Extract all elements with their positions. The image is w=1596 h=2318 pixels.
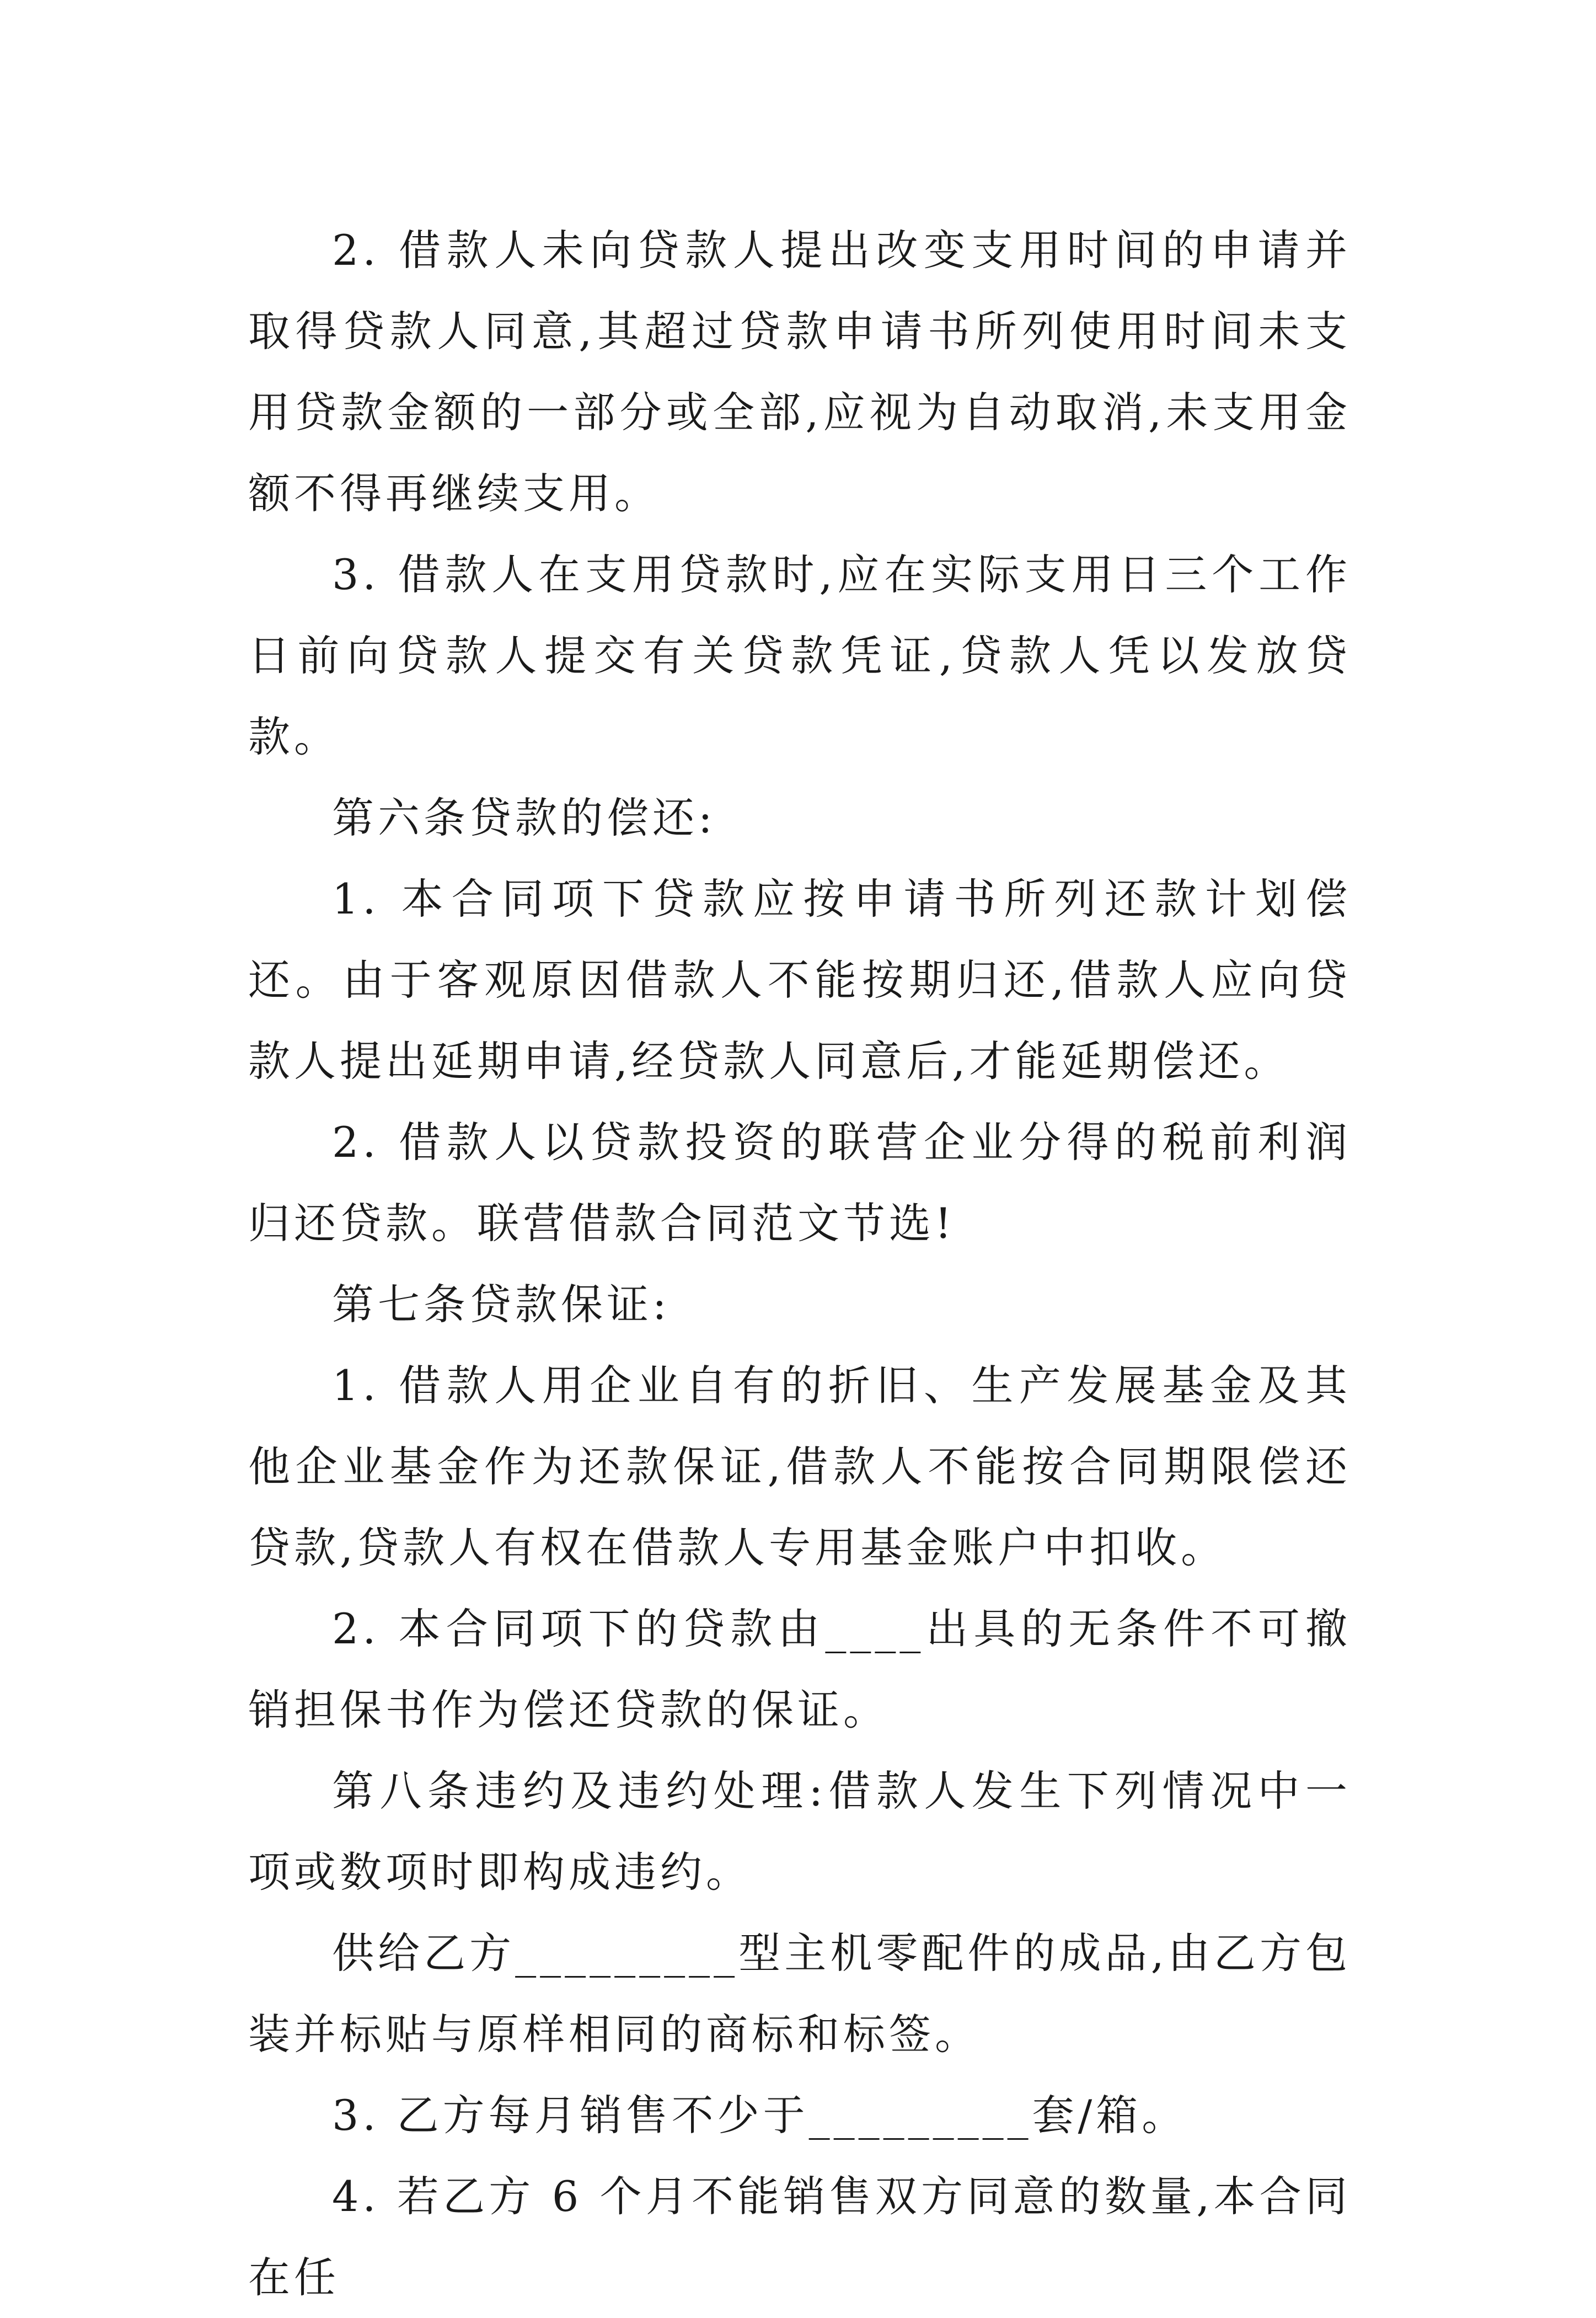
paragraph-repayment-plan: 1. 本合同项下贷款应按申请书所列还款计划偿还。由于客观原因借款人不能按期归还,借款人应向贷款人提出延期申请,经贷款人同意后,才能延期偿还。 [248, 874, 1351, 1086]
paragraph-guarantee-fund: 1. 借款人用企业自有的折旧、生产发展基金及其他企业基金作为还款保证,借款人不能按合同期限偿还贷款,贷款人有权在借款人专用基金账户中扣收。 [248, 1361, 1351, 1572]
paragraph-loan-drawdown-request: 2. 借款人未向贷款人提出改变支用时间的申请并取得贷款人同意,其超过贷款申请书所列使用时间未支用贷款金额的一部分或全部,应视为自动取消,未支用金额不得再继续支用。 [248, 226, 1351, 518]
paragraph-guarantee-letter: 2. 本合同项下的贷款由____出具的无条件不可撤销担保书作为偿还贷款的保证。 [248, 1604, 1351, 1734]
paragraph-repayment-profit: 2. 借款人以贷款投资的联营企业分得的税前利润归还贷款。联营借款合同范文节选! [248, 1118, 1351, 1248]
heading-article-seven: 第七条贷款保证: [332, 1280, 671, 1329]
paragraph-supply-parts: 供给乙方_________型主机零配件的成品,由乙方包装并标贴与原样相同的商标和标签。 [248, 1929, 1351, 2059]
heading-article-six: 第六条贷款的偿还: [332, 793, 716, 842]
heading-article-eight: 第八条违约及违约处理:借款人发生下列情况中一项或数项时即构成违约。 [248, 1766, 1351, 1897]
document-body [248, 210, 1351, 2318]
paragraph-six-month-clause: 4. 若乙方 6 个月不能销售双方同意的数量,本合同在任 [248, 2172, 1351, 2302]
paragraph-monthly-sales: 3. 乙方每月销售不少于_________套/箱。 [332, 2091, 1188, 2140]
paragraph-loan-voucher: 3. 借款人在支用贷款时,应在实际支用日三个工作日前向贷款人提交有关贷款凭证,贷款人凭以发放贷款。 [248, 550, 1351, 761]
